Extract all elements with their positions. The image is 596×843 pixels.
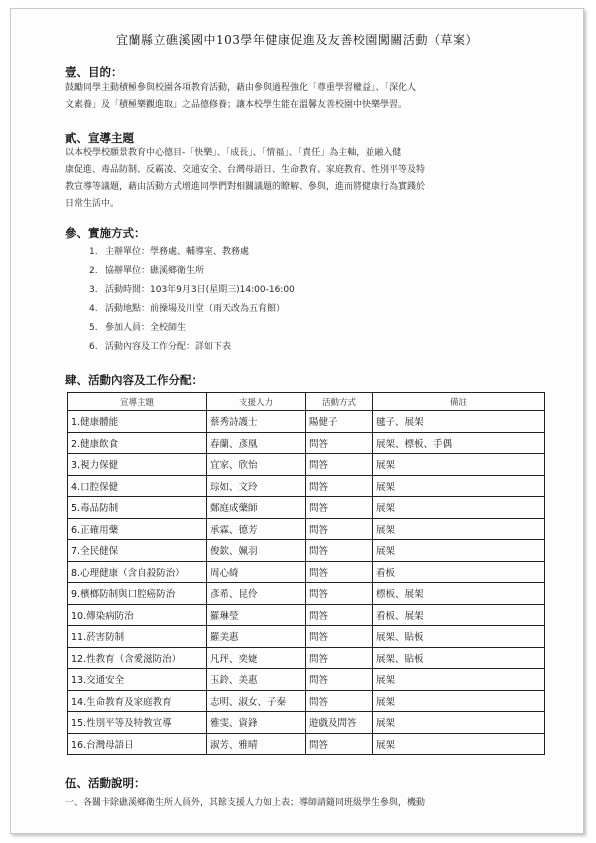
table-cell: 問答: [306, 540, 373, 562]
table-cell: 13.交通安全: [68, 669, 207, 691]
table-cell: 11.菸害防制: [68, 626, 207, 648]
section-method-heading: 參、實施方式：: [65, 226, 146, 240]
table-cell: 14.生命教育及家庭教育: [68, 690, 207, 712]
table-cell: 展架、貼板: [373, 647, 545, 669]
table-cell: 展架: [373, 712, 545, 734]
table-cell: 15.性別平等及特教宣導: [68, 712, 207, 734]
table-cell: 展架、標板、手偶: [373, 432, 545, 454]
table-cell: 4.口腔保健: [68, 475, 207, 497]
section-explanation-heading: 伍、活動說明：: [65, 776, 146, 790]
table-cell: 展架、貼板: [373, 626, 545, 648]
method-item: 2. 協辦單位：礁溪鄉衛生所: [89, 266, 205, 276]
table-row: [68, 626, 545, 648]
method-item: 6. 活動內容及工作分配：詳如下表: [89, 342, 232, 352]
table-cell: 展架: [373, 540, 545, 562]
table-cell: 問答: [306, 475, 373, 497]
table-cell: 承霖、德芳: [207, 518, 306, 540]
table-cell: 遊戲及問答: [306, 712, 373, 734]
explanation-line: 一、各關卡除礁溪鄉衛生所人員外，其餘支援人力如上表；導師請隨同班級學生參與，機動: [65, 798, 426, 808]
table-cell: 陽健子: [306, 411, 373, 433]
table-cell: 宜家、欣怡: [207, 454, 306, 476]
table-row: [68, 432, 545, 454]
table-cell: 問答: [306, 647, 373, 669]
table-cell: 羅美惠: [207, 626, 306, 648]
theme-line: 以本校學校願景教育中心德目-「快樂」、「成長」、「情福」、「責任」為主軸，並融入健: [65, 148, 402, 158]
section-purpose-heading: 壹、目的：: [65, 65, 123, 79]
table-cell: 9.檳榔防制與口腔癌防治: [68, 583, 207, 605]
method-item: 5. 參加人員：全校師生: [89, 323, 187, 333]
table-row: [68, 540, 545, 562]
method-item: 1. 主辦單位：學務處、輔導室、教務處: [89, 247, 250, 257]
table-cell: 問答: [306, 626, 373, 648]
table-cell: 12.性教育（含愛滋防治）: [68, 647, 207, 669]
table-cell: 問答: [306, 518, 373, 540]
table-cell: 10.傳染病防治: [68, 604, 207, 626]
table-cell: 展架: [373, 518, 545, 540]
table-cell: 雅雯、資鋒: [207, 712, 306, 734]
table-cell: 玉鈴、美惠: [207, 669, 306, 691]
table-cell: 彥希、昆伶: [207, 583, 306, 605]
table-cell: 琮如、文玲: [207, 475, 306, 497]
table-cell: 16.台灣母語日: [68, 733, 207, 755]
table-cell: 6.正確用藥: [68, 518, 207, 540]
table-cell: 展架: [373, 454, 545, 476]
table-row: [68, 583, 545, 605]
table-cell: 看板、展架: [373, 604, 545, 626]
table-row: [68, 712, 545, 734]
table-cell: 展架: [373, 475, 545, 497]
table-cell: 蔡秀詩護士: [207, 411, 306, 433]
table-cell: 8.心理健康（含自殺防治）: [68, 561, 207, 583]
theme-line: 日常生活中。: [65, 199, 120, 209]
theme-line: 教宣導等議題，藉由活動方式增進同學們對相關議題的瞭解、參與，進而將健康行為實踐於: [65, 182, 426, 192]
table-cell: 俊欽、姵羽: [207, 540, 306, 562]
theme-line: 康促進、毒品防制、反霸凌、交通安全、台灣母語日、生命教育、家庭教育、性別平等及特: [65, 165, 426, 175]
table-cell: 志明、淑女、子秦: [207, 690, 306, 712]
table-cell: 展架: [373, 669, 545, 691]
table-row: [68, 561, 545, 583]
table-row: [68, 669, 545, 691]
table-cell: 1.健康體能: [68, 411, 207, 433]
table-row: [68, 497, 545, 519]
table-cell: 鄭庭成藥師: [207, 497, 306, 519]
purpose-line: 文素養」及「積極樂觀進取」之品德修養；讓本校學生能在溫馨友善校園中快樂學習。: [65, 100, 408, 110]
section-theme-heading: 貳、宣導主題: [65, 131, 134, 145]
table-cell: 問答: [306, 583, 373, 605]
table-cell: 展架: [373, 733, 545, 755]
table-row: [68, 411, 545, 433]
table-cell: 問答: [306, 432, 373, 454]
document-page: [10, 8, 584, 834]
table-cell: 3.視力保健: [68, 454, 207, 476]
table-cell: 7.全民健保: [68, 540, 207, 562]
table-row: [68, 604, 545, 626]
table-cell: 標板、展架: [373, 583, 545, 605]
table-cell: 問答: [306, 669, 373, 691]
purpose-line: 鼓勵同學主動積極參與校園各項教育活動，藉由參與過程強化「尊重學習權益」、「深化人: [65, 83, 417, 93]
table-row: [68, 518, 545, 540]
table-cell: 淑芳、雅晴: [207, 733, 306, 755]
method-item: 3. 活動時間：103年9月3日(星期三)14:00-16:00: [89, 285, 295, 295]
table-cell: 問答: [306, 497, 373, 519]
table-cell: 凡玶、奕婕: [207, 647, 306, 669]
table-cell: 展架: [373, 497, 545, 519]
column-header: 備註: [373, 393, 545, 411]
column-header: 活動方式: [306, 393, 373, 411]
table-cell: 問答: [306, 733, 373, 755]
table-cell: 春蘭、彥凰: [207, 432, 306, 454]
table-cell: 問答: [306, 604, 373, 626]
table-row: [68, 475, 545, 497]
table-cell: 問答: [306, 454, 373, 476]
table-cell: 展架: [373, 690, 545, 712]
table-cell: 毽子、展架: [373, 411, 545, 433]
section-activities-heading: 肆、活動內容及工作分配：: [65, 373, 203, 387]
document-title: 宜蘭縣立礁溪國中103學年健康促進及友善校園闖關活動（草案）: [116, 33, 478, 47]
section-theme-text: [65, 145, 547, 213]
table-row: [68, 690, 545, 712]
table-cell: 周心綺: [207, 561, 306, 583]
table-cell: 看板: [373, 561, 545, 583]
table-cell: 問答: [306, 561, 373, 583]
method-item: 4. 活動地點：前操場及川堂（雨天改為五育館）: [89, 304, 286, 314]
table-row: [68, 647, 545, 669]
table-row: [68, 733, 545, 755]
section-purpose-text: [65, 80, 547, 114]
table-cell: 羅琳瑩: [207, 604, 306, 626]
table-cell: 問答: [306, 690, 373, 712]
column-header: 宣導主題: [68, 393, 207, 411]
table-cell: 5.毒品防制: [68, 497, 207, 519]
activities-table: [67, 392, 545, 755]
table-row: [68, 454, 545, 476]
activities-table-body: [68, 411, 545, 755]
column-header: 支援人力: [207, 393, 306, 411]
table-cell: 2.健康飲食: [68, 432, 207, 454]
table-header-row: [68, 393, 545, 411]
